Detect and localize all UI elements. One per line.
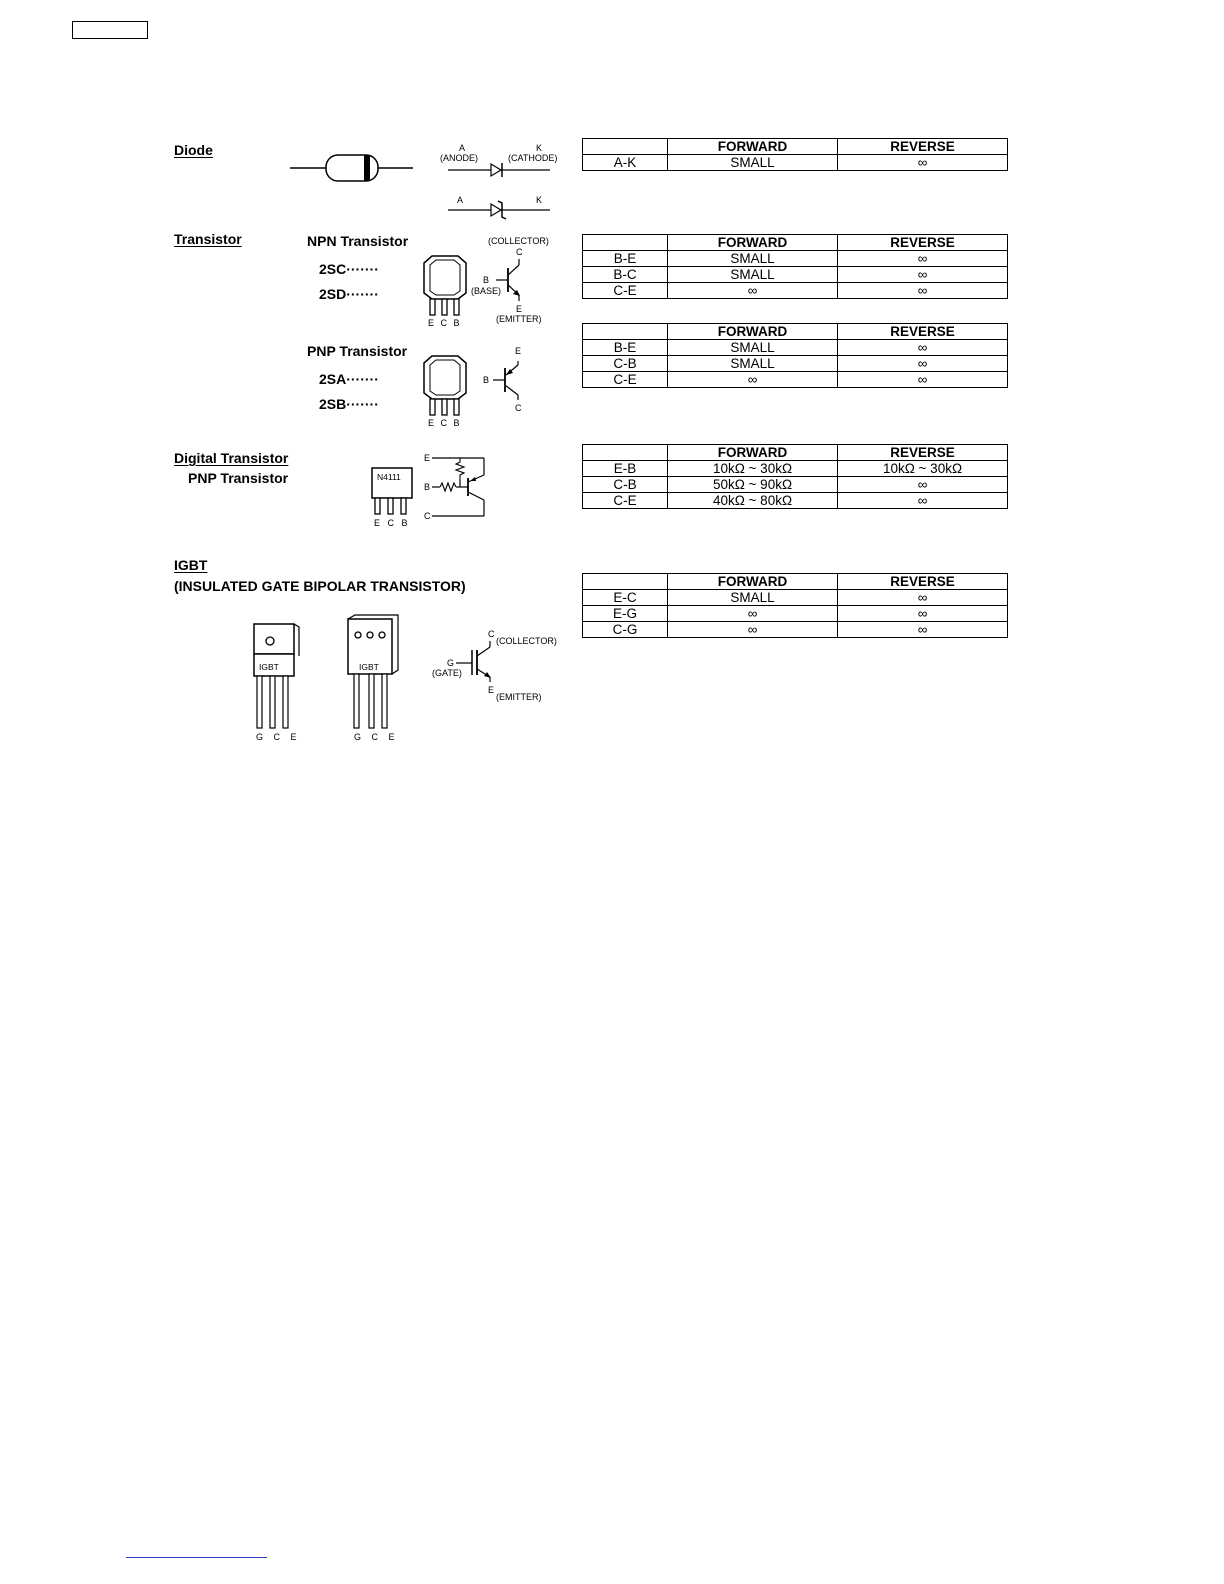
digital-transistor-symbol: [422, 450, 492, 525]
digital-e-letter: E: [424, 453, 431, 463]
table-row: E-B 10kΩ ~ 30kΩ 10kΩ ~ 30kΩ: [583, 461, 1008, 477]
page-tag-box: [72, 21, 148, 39]
npn-part-2sc: 2SC·······: [319, 261, 379, 277]
table-row: C-E 40kΩ ~ 80kΩ ∞: [583, 493, 1008, 509]
igbt-g-letter: G: [447, 658, 455, 668]
digital-transistor-package: [370, 466, 420, 531]
igbt-package-to3p: [345, 614, 405, 744]
npn-part-2sd: 2SD·······: [319, 286, 379, 302]
pnp-package-drawing: [420, 355, 470, 430]
npn-b-letter: B: [483, 275, 490, 285]
table-row: B-E SMALL ∞: [583, 340, 1008, 356]
igbt-gate-label: (GATE): [432, 668, 462, 678]
table-row: E-G ∞ ∞: [583, 606, 1008, 622]
digital-transistor-table: FORWARD REVERSE E-B 10kΩ ~ 30kΩ 10kΩ ~ 30kΩ C-B 50kΩ ~ 90kΩ ∞ C-E 40kΩ ~ 80kΩ ∞: [582, 444, 1008, 509]
table-row: C-E ∞ ∞: [583, 372, 1008, 388]
diode-table: FORWARD REVERSE A-K SMALL ∞: [582, 138, 1008, 171]
pnp-e-letter: E: [515, 346, 522, 356]
pnp-b-letter: B: [483, 375, 490, 385]
igbt-e-letter: E: [488, 685, 495, 695]
diode-package-drawing: [290, 150, 415, 185]
digital-transistor-heading: Digital Transistor: [174, 450, 289, 466]
table-row: B-E SMALL ∞: [583, 251, 1008, 267]
pnp-part-2sa: 2SA·······: [319, 371, 379, 387]
igbt-collector-label: (COLLECTOR): [496, 636, 557, 646]
pnp-part-2sb: 2SB·······: [319, 396, 379, 412]
igbt-emitter-label: (EMITTER): [496, 692, 542, 702]
diode-heading: Diode: [174, 142, 213, 158]
igbt-heading: IGBT: [174, 557, 208, 573]
pnp-symbol: [480, 343, 540, 418]
npn-heading: NPN Transistor: [307, 233, 409, 249]
table-row: B-C SMALL ∞: [583, 267, 1008, 283]
npn-emitter-label: (EMITTER): [496, 314, 542, 324]
table-row: C-E ∞ ∞: [583, 283, 1008, 299]
npn-c-letter: C: [516, 247, 523, 257]
table-row: E-C SMALL ∞: [583, 590, 1008, 606]
igbt2-pin-labels: G C E: [354, 732, 399, 742]
transistor-heading: Transistor: [174, 231, 242, 247]
igbt1-pin-labels: G C E: [256, 732, 301, 742]
npn-symbol: [468, 235, 563, 330]
zener-anode-letter: A: [457, 195, 464, 205]
pnp-pin-labels: E C B: [428, 418, 462, 428]
igbt-table: FORWARD REVERSE E-C SMALL ∞ E-G ∞ ∞ C-G ∞ ∞: [582, 573, 1008, 638]
npn-table: FORWARD REVERSE B-E SMALL ∞ B-C SMALL ∞ C-E ∞ ∞: [582, 234, 1008, 299]
cathode-label: (CATHODE): [508, 153, 558, 163]
igbt-chip-label-2: IGBT: [359, 662, 379, 672]
npn-pin-labels: E C B: [428, 318, 462, 328]
igbt-full-name: (INSULATED GATE BIPOLAR TRANSISTOR): [174, 578, 466, 594]
anode-letter: A: [459, 143, 466, 153]
diode-symbol: [438, 142, 563, 222]
chip-label-n4111: N4111: [377, 472, 401, 482]
pnp-heading: PNP Transistor: [307, 343, 408, 359]
pnp-c-letter: C: [515, 403, 522, 413]
npn-package-drawing: [420, 255, 470, 330]
table-row: C-G ∞ ∞: [583, 622, 1008, 638]
npn-collector-label: (COLLECTOR): [488, 236, 549, 246]
cathode-letter: K: [536, 143, 543, 153]
igbt-package-to220: [248, 622, 303, 744]
table-row: C-B 50kΩ ~ 90kΩ ∞: [583, 477, 1008, 493]
anode-label: (ANODE): [440, 153, 478, 163]
igbt-c-letter: C: [488, 629, 495, 639]
igbt-chip-label-1: IGBT: [259, 662, 279, 672]
pnp-table: FORWARD REVERSE B-E SMALL ∞ C-B SMALL ∞ C-E ∞ ∞: [582, 323, 1008, 388]
digital-c-letter: C: [424, 511, 431, 521]
footer-link-rule[interactable]: [126, 1557, 267, 1558]
digital-pnp-subheading: PNP Transistor: [188, 470, 289, 486]
table-row: C-B SMALL ∞: [583, 356, 1008, 372]
igbt-symbol: [430, 625, 560, 705]
table-row: A-K SMALL ∞: [583, 155, 1008, 171]
digital-b-letter: B: [424, 482, 431, 492]
zener-cathode-letter: K: [536, 195, 543, 205]
digital-pin-labels: E C B: [374, 518, 411, 528]
npn-e-letter: E: [516, 304, 523, 314]
npn-base-label: (BASE): [471, 286, 502, 296]
